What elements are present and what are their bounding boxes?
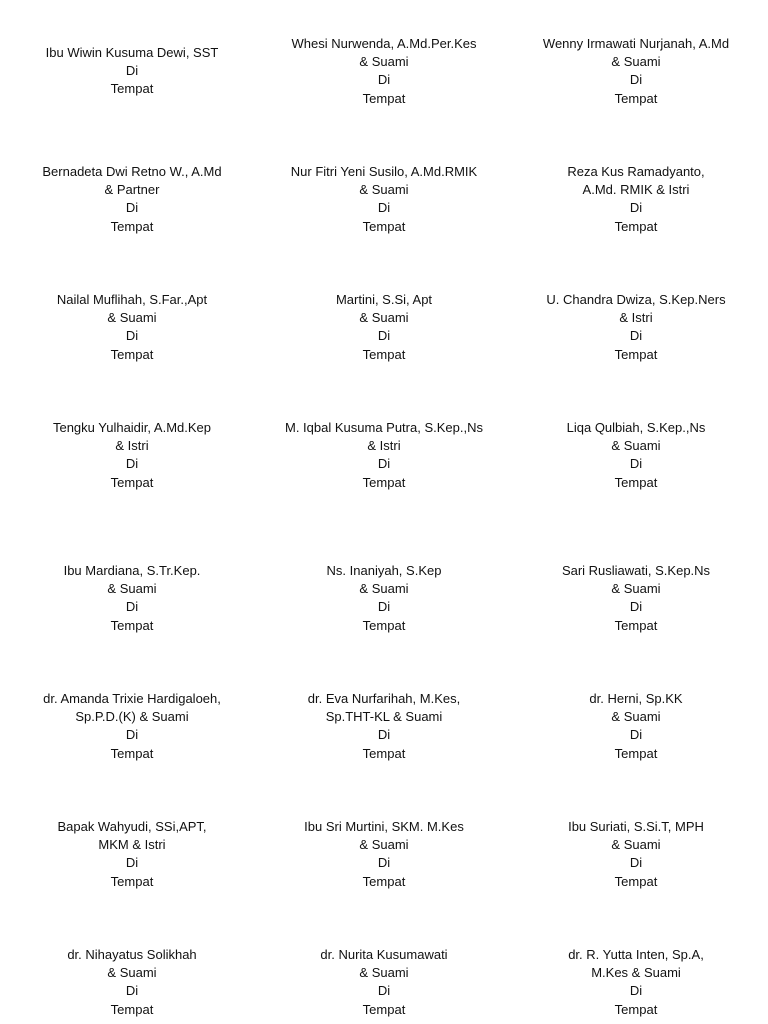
label-line: Tempat — [110, 81, 154, 97]
address-label — [6, 44, 258, 99]
recipient-name: Martini, S.Si, Apt — [335, 292, 433, 307]
recipient-name: Nailal Muflihah, S.Far.,Apt — [56, 292, 208, 307]
label-line: Tempat — [614, 90, 658, 106]
label-line: & Suami — [107, 581, 157, 597]
recipient-name: dr. Herni, Sp.KK — [589, 691, 683, 706]
label-line: Di — [125, 200, 139, 216]
recipient-name: Ns. Inaniyah, S.Kep — [326, 563, 442, 578]
label-line: & Suami — [611, 709, 661, 725]
address-label — [6, 163, 258, 236]
address-label — [510, 690, 762, 763]
label-line: & Suami — [611, 581, 661, 597]
recipient-name: dr. Eva Nurfarihah, M.Kes, — [307, 691, 461, 706]
recipient-name: Sari Rusliawati, S.Kep.Ns — [561, 563, 711, 578]
label-line: Tempat — [110, 617, 154, 633]
label-line: Di — [629, 200, 643, 216]
label-line: Tempat — [614, 873, 658, 889]
address-label — [510, 35, 762, 108]
recipient-name: Ibu Suriati, S.Si.T, MPH — [568, 819, 704, 834]
label-line: Di — [125, 727, 139, 743]
address-label — [510, 946, 762, 1019]
recipient-name: dr. Nurita Kusumawati — [320, 947, 448, 962]
label-line: & Suami — [359, 581, 409, 597]
recipient-name: dr. Nihayatus Solikhah — [67, 947, 197, 962]
address-label — [258, 690, 510, 763]
label-line: Di — [629, 727, 643, 743]
label-line: & Suami — [359, 54, 409, 70]
label-line: Tempat — [362, 617, 406, 633]
address-label — [6, 419, 258, 492]
label-line: Tempat — [110, 346, 154, 362]
label-line: Tempat — [362, 218, 406, 234]
label-line: Sp.THT-KL & Suami — [325, 709, 443, 725]
label-line: Di — [125, 456, 139, 472]
label-line: & Suami — [611, 837, 661, 853]
address-label — [258, 562, 510, 635]
recipient-name: Bernadeta Dwi Retno W., A.Md — [42, 164, 222, 179]
label-line: Tempat — [110, 218, 154, 234]
label-line: Tempat — [362, 346, 406, 362]
label-line: Di — [629, 328, 643, 344]
address-label — [510, 163, 762, 236]
address-label — [258, 163, 510, 236]
address-label — [6, 291, 258, 364]
recipient-name: Liqa Qulbiah, S.Kep.,Ns — [566, 420, 706, 435]
address-label — [258, 291, 510, 364]
label-line: Di — [377, 200, 391, 216]
address-label — [6, 818, 258, 891]
label-line: Tempat — [614, 1001, 658, 1017]
label-line: Di — [377, 328, 391, 344]
label-line: Tempat — [614, 745, 658, 761]
label-line: Tempat — [110, 1001, 154, 1017]
address-label — [6, 690, 258, 763]
label-line: Tempat — [362, 745, 406, 761]
label-line: Tempat — [110, 474, 154, 490]
label-line: Tempat — [110, 745, 154, 761]
label-line: MKM & Istri — [98, 837, 166, 853]
recipient-name: Nur Fitri Yeni Susilo, A.Md.RMIK — [290, 164, 478, 179]
label-line: Di — [377, 855, 391, 871]
label-line: & Suami — [107, 310, 157, 326]
label-line: & Suami — [359, 182, 409, 198]
label-line: Tempat — [362, 1001, 406, 1017]
recipient-name: Ibu Sri Murtini, SKM. M.Kes — [304, 819, 464, 834]
label-line: Di — [629, 855, 643, 871]
recipient-name: dr. R. Yutta Inten, Sp.A, — [568, 947, 704, 962]
label-line: Tempat — [362, 873, 406, 889]
label-line: Tempat — [110, 873, 154, 889]
label-line: Tempat — [614, 218, 658, 234]
label-line: Di — [125, 599, 139, 615]
label-line: Di — [629, 456, 643, 472]
address-label — [510, 291, 762, 364]
label-line: Di — [125, 63, 139, 79]
label-line: Tempat — [362, 474, 406, 490]
label-line: Di — [629, 983, 643, 999]
label-line: Tempat — [614, 346, 658, 362]
recipient-name: Reza Kus Ramadyanto, — [567, 164, 705, 179]
label-line: Di — [629, 72, 643, 88]
label-line: & Suami — [359, 837, 409, 853]
address-label — [258, 818, 510, 891]
label-line: Di — [377, 599, 391, 615]
address-label — [510, 419, 762, 492]
label-line: & Suami — [359, 965, 409, 981]
label-line: & Istri — [115, 438, 149, 454]
address-label — [510, 562, 762, 635]
recipient-name: U. Chandra Dwiza, S.Kep.Ners — [546, 292, 726, 307]
label-line: & Suami — [107, 965, 157, 981]
label-line: Di — [377, 727, 391, 743]
recipient-name: dr. Amanda Trixie Hardigaloeh, — [43, 691, 221, 706]
label-line: Di — [125, 983, 139, 999]
address-label — [6, 562, 258, 635]
recipient-name: Ibu Wiwin Kusuma Dewi, SST — [45, 45, 219, 60]
address-label — [510, 818, 762, 891]
label-line: Tempat — [362, 90, 406, 106]
recipient-name: Bapak Wahyudi, SSi,APT, — [57, 819, 207, 834]
label-line: A.Md. RMIK & Istri — [582, 182, 690, 198]
label-line: Di — [125, 328, 139, 344]
label-line: & Suami — [359, 310, 409, 326]
recipient-name: Wenny Irmawati Nurjanah, A.Md — [542, 36, 730, 51]
label-line: & Suami — [611, 438, 661, 454]
recipient-name: Whesi Nurwenda, A.Md.Per.Kes — [291, 36, 477, 51]
recipient-name: Tengku Yulhaidir, A.Md.Kep — [52, 420, 212, 435]
recipient-name: Ibu Mardiana, S.Tr.Kep. — [63, 563, 201, 578]
label-line: Sp.P.D.(K) & Suami — [75, 709, 189, 725]
label-line: M.Kes & Suami — [591, 965, 681, 981]
label-line: Tempat — [614, 474, 658, 490]
label-line: Di — [377, 456, 391, 472]
label-line: Di — [629, 599, 643, 615]
label-line: & Suami — [611, 54, 661, 70]
label-line: Tempat — [614, 617, 658, 633]
label-line: Di — [377, 983, 391, 999]
label-line: Di — [125, 855, 139, 871]
label-line: Di — [377, 72, 391, 88]
address-label — [6, 946, 258, 1019]
recipient-name: M. Iqbal Kusuma Putra, S.Kep.,Ns — [285, 420, 483, 435]
label-line: & Istri — [619, 310, 653, 326]
address-label — [258, 35, 510, 108]
label-line: & Partner — [104, 182, 160, 198]
address-label — [258, 946, 510, 1019]
address-label — [258, 419, 510, 492]
label-line: & Istri — [367, 438, 401, 454]
